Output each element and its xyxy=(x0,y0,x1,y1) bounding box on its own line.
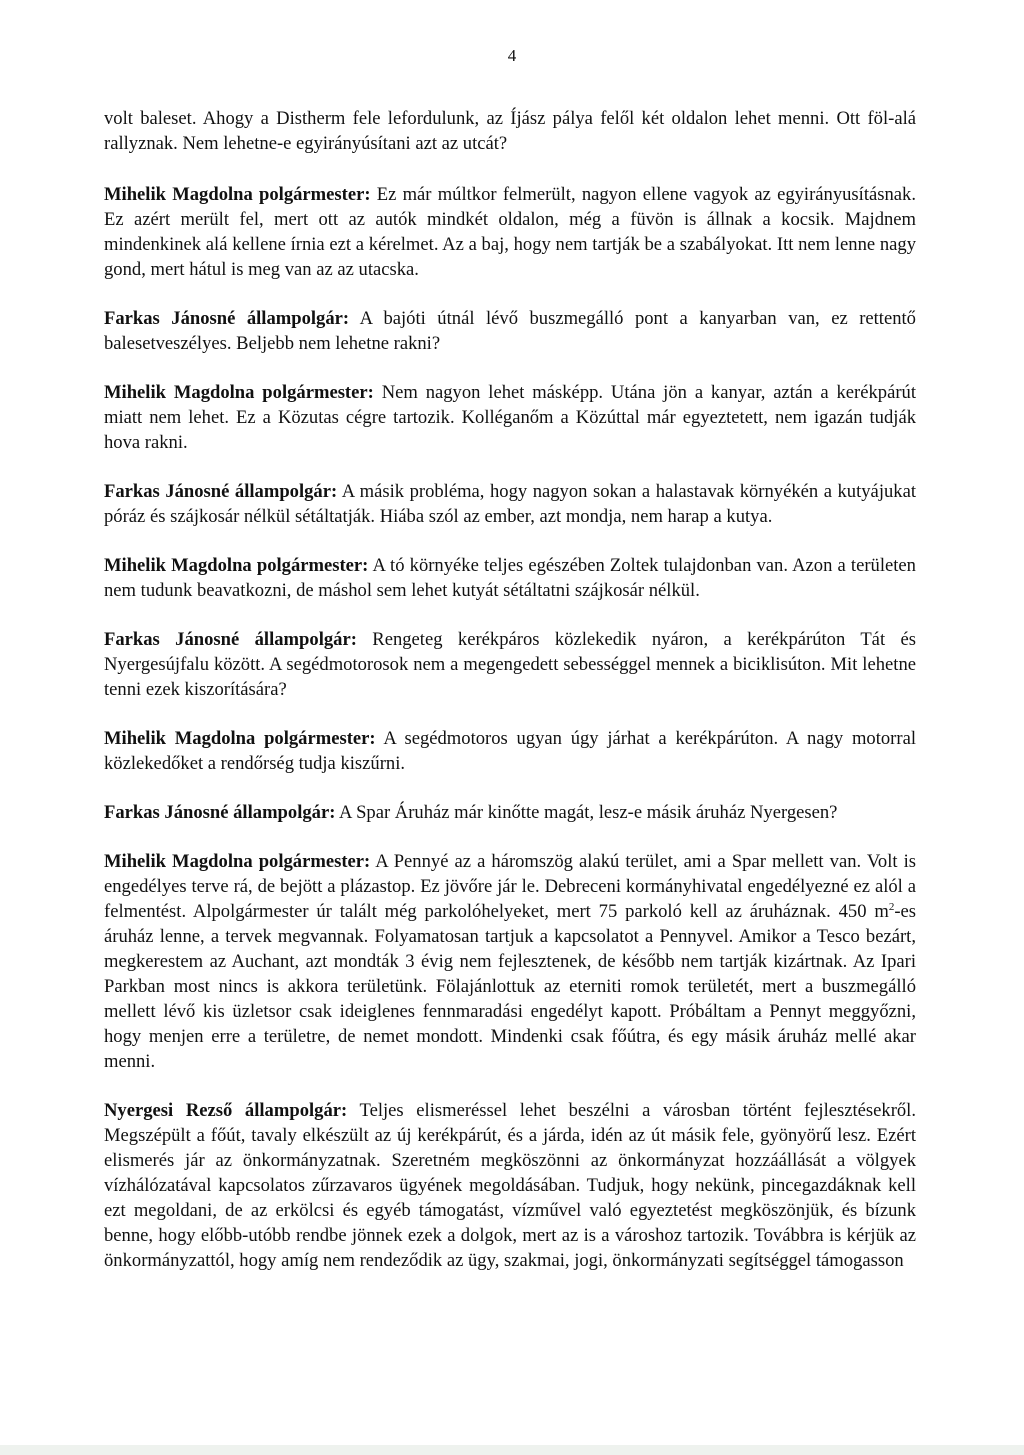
paragraph-10 xyxy=(104,1098,916,1273)
speaker-name: Farkas Jánosné állampolgár: xyxy=(104,629,357,650)
paragraph-text: A Pennyé az a háromszög alakú terület, ami a Spar mellett van. Volt is engedélyes terve rá, de bejött a plázastop. Ez jövőre jár le. Debreceni kormányhivatal engedélyezné ez alól a felmentést. Alpolgármester úr talált még parkolóhelyeket, mert 75 parkoló kell az áruháznak. 450 m xyxy=(104,851,916,922)
paragraph-7 xyxy=(104,726,916,776)
speaker-name: Nyergesi Rezső állampolgár: xyxy=(104,1100,348,1121)
paragraph-5 xyxy=(104,553,916,603)
speaker-name: Mihelik Magdolna polgármester: xyxy=(104,555,369,576)
paragraph-4 xyxy=(104,479,916,529)
superscript: 2 xyxy=(888,900,895,913)
paragraph-9 xyxy=(104,849,916,1074)
paragraph-text: Nem nagyon lehet másképp. Utána jön a kanyar, aztán a kerékpárút miatt nem lehet. Ez a Közutas cégre tartozik. Kolléganőm a Közúttal már egyeztetett, nem igazán tudják hova rakni. xyxy=(104,382,916,453)
paragraph-text: Rengeteg kerékpáros közlekedik nyáron, a kerékpárúton Tát és Nyergesújfalu között. A segédmotorosok nem a megengedett sebességgel mennek a biciklisúton. Mit lehetne tenni ezek kiszorítására? xyxy=(104,629,916,700)
paragraph-text: A segédmotoros ugyan úgy járhat a kerékpárúton. A nagy motorral közlekedőket a rendőrség tudja kiszűrni. xyxy=(104,728,916,774)
paragraph-text: A másik probléma, hogy nagyon sokan a halastavak környékén a kutyájukat póráz és szájkosár nélkül sétáltatják. Hiába szól az ember, azt mondja, nem harap a kutya. xyxy=(104,481,916,527)
paragraph-text: A Spar Áruház már kinőtte magát, lesz-e másik áruház Nyergesen? xyxy=(335,802,838,823)
speaker-name: Farkas Jánosné állampolgár: xyxy=(104,802,336,823)
paragraph-2 xyxy=(104,306,916,356)
paragraph-text: -es áruház lenne, a tervek megvannak. Folyamatosan tartjuk a kapcsolatot a Pennyvel. Amikor a Tesco bezárt, megkerestem az Auchant, azt mondták 3 évig nem fejlesztenek, de később nem tartják kizártnak. Az Ipari Parkban most nincs is akkora területünk. Fölajánlottuk az eterniti romok területét, mert a buszmegálló mellett lévő kis üzletsor csak ideiglenes fennmaradási engedélyt kapott. Próbáltam a Pennyt meggyőzni, hogy menjen erre a területre, de nemet mondott. Mindenki csak főútra, és egy másik áruház mellé akar menni. xyxy=(104,901,916,1072)
page-number: 4 xyxy=(507,46,517,65)
speaker-name: Mihelik Magdolna polgármester: xyxy=(104,184,371,205)
paragraph-text: Ez már múltkor felmerült, nagyon ellene vagyok az egyirányusításnak. Ez azért merült fel, mert ott az autók mindkét oldalon, még a füvön is állnak a kocsik. Majdnem mindenkinek alá kellene írnia ezt a kérelmet. Az a baj, hogy nem tartják be a szabályokat. Itt nem lenne nagy gond, mert hátul is meg van az az utacska. xyxy=(104,184,916,280)
page-content xyxy=(104,106,916,1297)
paragraph-8 xyxy=(104,800,916,825)
intro-paragraph: volt baleset. Ahogy a Distherm fele lefordulunk, az Íjász pálya felől két oldalon lehet menni. Ott föl-alá rallyznak. Nem lehetne-e egyirányúsítani azt az utcát? xyxy=(104,108,916,154)
speaker-name: Mihelik Magdolna polgármester: xyxy=(104,728,376,749)
speaker-name: Farkas Jánosné állampolgár: xyxy=(104,308,350,329)
paragraph-3 xyxy=(104,380,916,455)
speaker-name: Mihelik Magdolna polgármester: xyxy=(104,851,371,872)
paragraph-1 xyxy=(104,182,916,282)
scan-edge xyxy=(0,1445,1024,1455)
speaker-name: Mihelik Magdolna polgármester: xyxy=(104,382,374,403)
paragraph-text: A bajóti útnál lévő buszmegálló pont a kanyarban van, ez rettentő balesetveszélyes. Beljebb nem lehetne rakni? xyxy=(104,308,916,354)
paragraph-text: Teljes elismeréssel lehet beszélni a városban történt fejlesztésekről. Megszépült a főút, tavaly elkészült az új kerékpárút, és a járda, idén az út másik fele, gyönyörű lesz. Ezért elismerés jár az önkormányzatnak. Szeretném megköszönni az önkormányzat hozzáállását a völgyek vízhálózatával kapcsolatos zűrzavaros ügyének megoldásában. Tudjuk, hogy nekünk, pincegazdáknak kell ezt megoldani, de az erkölcsi és egyéb támogatást, vízművel való egyeztetést megköszönjük, és bízunk benne, hogy előbb-utóbb rendbe jönnek ezek a dolgok, mert az is a városhoz tartozik. Továbbra is kérjük az önkormányzattól, hogy amíg nem rendeződik az ügy, szakmai, jogi, önkormányzati segítséggel támogasson xyxy=(104,1100,916,1271)
paragraph-text: A tó környéke teljes egészében Zoltek tulajdonban van. Azon a területen nem tudunk beavatkozni, de máshol sem lehet kutyát sétáltatni szájkosár nélkül. xyxy=(104,555,916,601)
speaker-name: Farkas Jánosné állampolgár: xyxy=(104,481,338,502)
paragraph-6 xyxy=(104,627,916,702)
